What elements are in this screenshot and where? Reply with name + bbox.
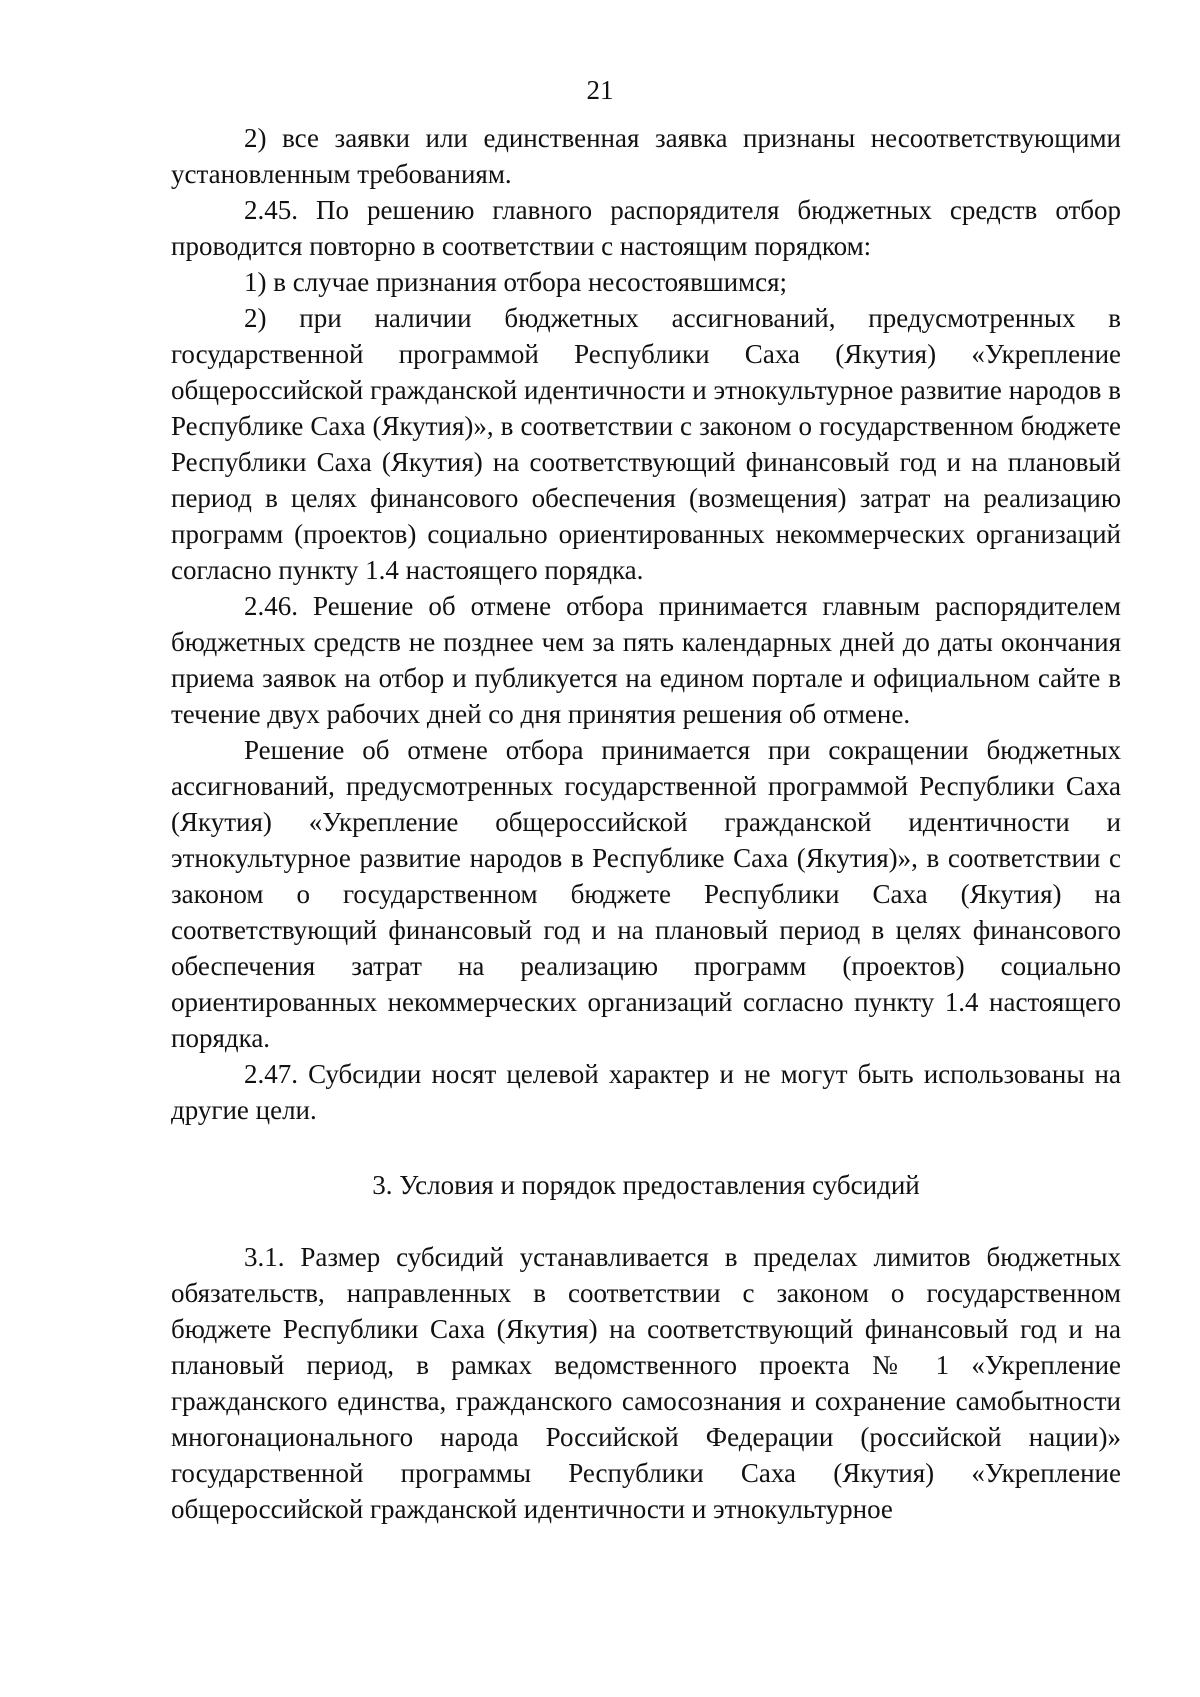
paragraph-2-46: 2.46. Решение об отмене отбора принимается главным распорядителем бюджетных средств не позднее чем за пять календарных дней до даты окончания приема заявок на отбор и публикуется на едином портале и официальном сайте в течение двух рабочих дней со дня принятия решения об отмене.: [171, 591, 1121, 729]
section-heading: 3. Условия и порядок предоставления субсидий: [372, 1170, 920, 1200]
paragraph-2-45: 2.45. По решению главного распорядителя бюджетных средств отбор проводится повторно в соответствии с настоящим порядком:: [171, 195, 1121, 261]
paragraph-2-47: 2.47. Субсидии носят целевой характер и не могут быть использованы на другие цели.: [171, 1059, 1121, 1125]
paragraph-2-45-item-1: 1) в случае признания отбора несостоявшимся;: [244, 267, 788, 297]
paragraph-3-1: 3.1. Размер субсидий устанавливается в пределах лимитов бюджетных обязательств, направленных в соответствии с законом о государственном бюджете Республики Саха (Якутия) на соответствующий финансовый год и на плановый период, в рамках ведомственного проекта № 1 «Укрепление гражданского единства, гражданского самосознания и сохранение самобытности многонационального народа Российской Федерации (российской нации)» государственной программы Республики Саха (Якутия) «Укрепление общероссийской гражданской идентичности и этнокультурное: [171, 1242, 1121, 1524]
paragraph-2-45-item-2: 2) при наличии бюджетных ассигнований, предусмотренных в государственной программой Республики Саха (Якутия) «Укрепление общероссийской гражданской идентичности и этнокультурное развитие народов в Республике Саха (Якутия)», в соответствии с законом о государственном бюджете Республики Саха (Якутия) на соответствующий финансовый год и на плановый период в целях финансового обеспечения (возмещения) затрат на реализацию программ (проектов) социально ориентированных некоммерческих организаций согласно пункту 1.4 настоящего порядка.: [171, 303, 1121, 585]
page-number: 21: [586, 75, 614, 105]
paragraph-2-46-continued: Решение об отмене отбора принимается при сокращении бюджетных ассигнований, предусмотренных государственной программой Республики Саха (Якутия) «Укрепление общероссийской гражданской идентичности и этнокультурное развитие народов в Республике Саха (Якутия)», в соответствии с законом о государственном бюджете Республики Саха (Якутия) на соответствующий финансовый год и на плановый период в целях финансового обеспечения затрат на реализацию программ (проектов) социально ориентированных некоммерческих организаций согласно пункту 1.4 настоящего порядка.: [171, 735, 1121, 1053]
document-body: [171, 120, 1121, 1527]
paragraph-2-item-2: 2) все заявки или единственная заявка признаны несоответствующими установленным требованиям.: [171, 123, 1121, 189]
